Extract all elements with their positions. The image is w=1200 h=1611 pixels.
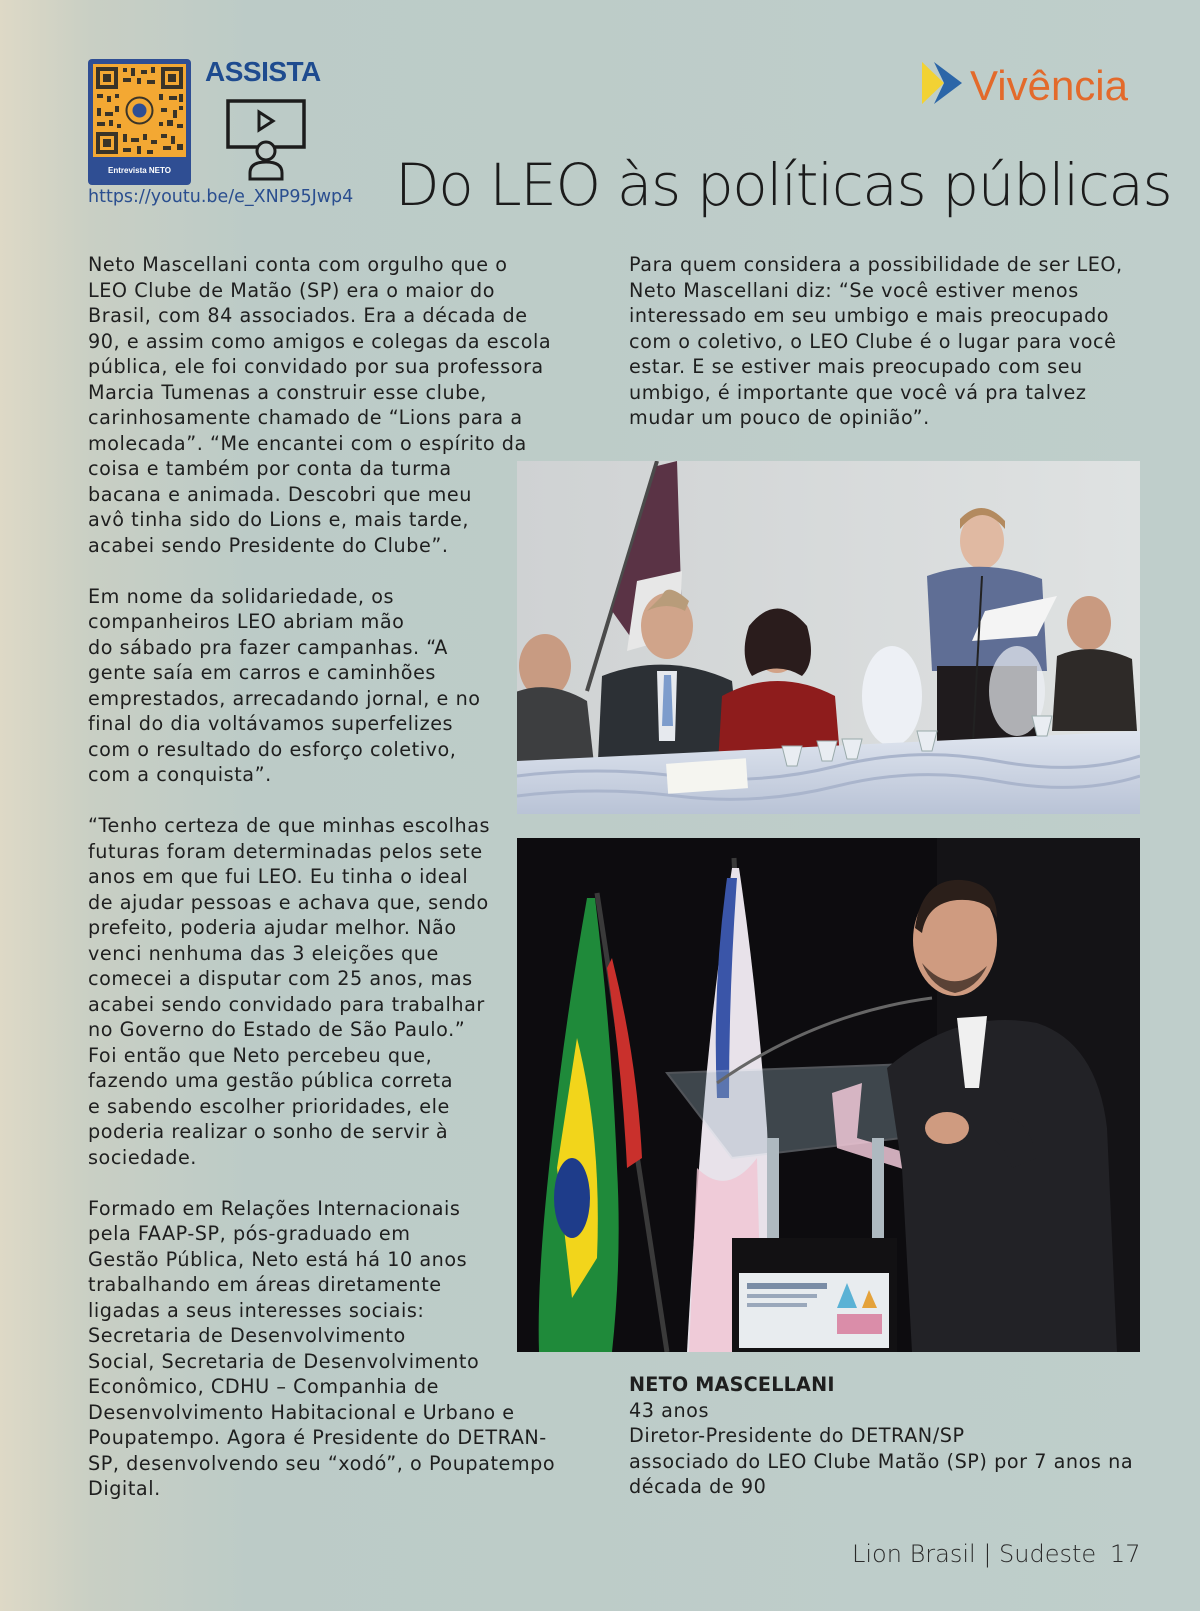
text-line: Marcia Tumenas a construir esse clube, <box>88 380 487 404</box>
leo-club-1990s-photo <box>517 461 1140 814</box>
text-line: emprestados, arrecadando jornal, e no <box>88 686 481 710</box>
paragraph-gap <box>88 788 548 814</box>
text-line: “Tenho certeza de que minhas escolhas <box>88 814 491 837</box>
text-line: Formado em Relações Internacionais <box>88 1196 461 1220</box>
text-line: estar. E se estiver mais preocupado com seu <box>629 355 1083 378</box>
text-line: futuras foram determinadas pelos sete <box>88 839 483 863</box>
text-line: avô tinha sido do Lions e, mais tarde, <box>88 508 470 531</box>
text-line: molecada”. “Me encantei com o espírito da <box>88 431 527 455</box>
text-line: com o resultado do esforço coletivo, <box>88 737 457 761</box>
text-line: no Governo do Estado de São Paulo.” <box>88 1018 466 1041</box>
text-line: mudar um pouco de opinião”. <box>629 406 930 429</box>
text-line: Neto Mascellani conta com orgulho que o <box>88 253 508 276</box>
caption-membership-cont: década de 90 <box>629 1475 767 1498</box>
text-line: comecei a disputar com 25 anos, mas <box>88 967 473 990</box>
assista-label: ASSISTA <box>205 56 321 87</box>
qr-code-label: Entrevista NETO <box>108 166 171 175</box>
text-line: venci nenhuma das 3 eleições que <box>88 941 439 965</box>
caption-role: Diretor-Presidente do DETRAN/SP <box>629 1424 965 1447</box>
text-line: SP, desenvolvendo seu “xodó”, o Poupatempo <box>88 1451 556 1475</box>
text-line: prefeito, poderia ajudar melhor. Não <box>88 916 457 939</box>
text-line: ligadas a seus interesses sociais: <box>88 1298 425 1322</box>
text-line: Desenvolvimento Habitacional e Urbano e <box>88 1400 515 1424</box>
text-line: Digital. <box>88 1477 161 1500</box>
text-line: com a conquista”. <box>88 763 272 786</box>
text-line: Neto Mascellani diz: “Se você estiver menos <box>629 278 1079 302</box>
text-line: trabalhando em áreas diretamente <box>88 1273 442 1296</box>
caption-age: 43 anos <box>629 1398 710 1422</box>
text-line: Em nome da solidariedade, os <box>88 584 395 608</box>
footer-publication: Lion Brasil | Sudeste <box>852 1540 1097 1568</box>
text-line: sociedade. <box>88 1145 197 1169</box>
text-line: Social, Secretaria de Desenvolvimento <box>88 1349 480 1373</box>
text-line: carinhosamente chamado de “Lions para a <box>88 406 523 429</box>
text-line: de ajudar pessoas e achava que, sendo <box>88 890 489 914</box>
text-line: final do dia voltávamos superfelizes <box>88 712 454 735</box>
text-line: pela FAAP-SP, pós-graduado em <box>88 1222 411 1245</box>
text-line: do sábado pra fazer campanhas. “A <box>88 635 448 659</box>
text-line: acabei sendo convidado para trabalhar <box>88 992 485 1016</box>
right-column-text <box>629 252 1149 431</box>
text-line: Gestão Pública, Neto está há 10 anos <box>88 1247 468 1271</box>
qr-code-card[interactable] <box>88 59 191 185</box>
text-line: umbigo, é importante que você vá pra talvez <box>629 380 1087 404</box>
text-line: 90, e assim como amigos e colegas da escola <box>88 329 552 353</box>
text-line: com o coletivo, o LEO Clube é o lugar para você <box>629 329 1117 353</box>
section-chevron-icon <box>922 60 964 110</box>
paragraph-gap <box>88 558 548 584</box>
photo-caption <box>629 1372 1133 1500</box>
page-number: 17 <box>1110 1540 1141 1568</box>
text-line: coisa e também por conta da turma <box>88 457 452 480</box>
text-line: Foi então que Neto percebeu que, <box>88 1043 433 1067</box>
text-line: anos em que fui LEO. Eu tinha o ideal <box>88 865 469 888</box>
text-line: Secretaria de Desenvolvimento <box>88 1324 406 1347</box>
text-line: interessado em seu umbigo e mais preocupado <box>629 304 1110 327</box>
text-line: e sabendo escolher prioridades, ele <box>88 1094 450 1118</box>
text-line: Econômico, CDHU – Companhia de <box>88 1375 440 1398</box>
text-line: Poupatempo. Agora é Presidente do DETRAN- <box>88 1426 547 1449</box>
text-line: Brasil, com 84 associados. Era a década de <box>88 304 528 327</box>
text-line: LEO Clube de Matão (SP) era o maior do <box>88 278 496 302</box>
paragraph-gap <box>88 1170 548 1196</box>
section-name: Vivência <box>970 62 1128 109</box>
text-line: Para quem considera a possibilidade de ser LEO, <box>629 253 1123 276</box>
left-column-text <box>88 252 556 1502</box>
text-line: companheiros LEO abriam mão <box>88 610 405 633</box>
podium-speech-photo <box>517 838 1140 1352</box>
text-line: pública, ele foi convidado por sua professora <box>88 355 544 378</box>
caption-membership: associado do LEO Clube Matão (SP) por 7 anos na <box>629 1449 1134 1473</box>
text-line: acabei sendo Presidente do Clube”. <box>88 533 449 557</box>
video-presenter-icon <box>226 99 308 185</box>
caption-name: NETO MASCELLANI <box>629 1373 835 1396</box>
youtube-link[interactable]: https://youtu.be/e_XNP95Jwp4 <box>88 187 354 207</box>
text-line: bacana e animada. Descobri que meu <box>88 482 472 506</box>
text-line: fazendo uma gestão pública correta <box>88 1069 454 1092</box>
article-title: Do LEO às políticas públicas <box>395 151 1172 219</box>
qr-code-icon <box>93 64 186 157</box>
text-line: poderia realizar o sonho de servir à <box>88 1120 449 1143</box>
text-line: gente saía em carros e caminhões <box>88 661 436 684</box>
